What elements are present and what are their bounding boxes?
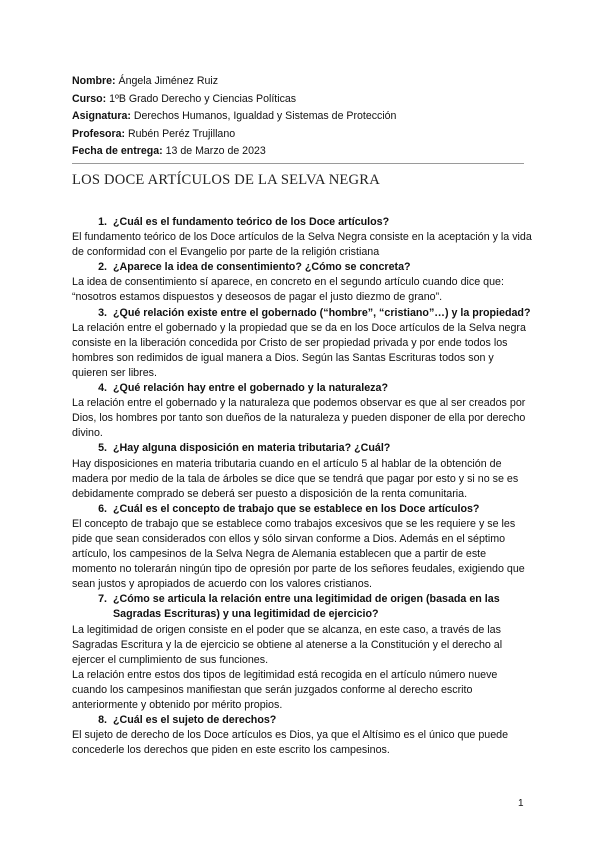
page-number: 1: [518, 798, 524, 809]
question-text: ¿Cuál es el concepto de trabajo que se establece en los Doce artículos?: [113, 502, 480, 515]
question-heading: [72, 441, 532, 456]
question-number: 8.: [98, 714, 107, 727]
question-text: ¿Cuál es el fundamento teórico de los Doce artículos?: [113, 216, 390, 228]
answer-paragraph: Hay disposiciones en materia tributaria cuando en el artículo 5 al hablar de la obtención de madera por medio de la tala de árboles se dice que se tendrá que pagar por esto y si no se es debidamente comprado se deberá ser puesto a disposición de la renta comunitaria.: [72, 457, 519, 500]
answer-paragraph: La relación entre estos dos tipos de legitimidad está recogida en el artículo número nueve cuando los campesinos manifiestan que serán juzgados conforme al derecho escrito anteriormente y obtenido por mérito propios.: [72, 668, 498, 711]
question-heading: [72, 381, 532, 396]
question-number: 5.: [98, 442, 107, 455]
header-divider: [72, 163, 524, 164]
question-heading: [72, 713, 532, 728]
question-text: ¿Qué relación existe entre el gobernado (“hombre”, “cristiano”…) y la propiedad?: [113, 306, 531, 319]
nombre-line: Nombre: Ángela Jiménez Ruiz: [72, 75, 219, 87]
document-header: [72, 73, 396, 161]
answer-paragraph: La legitimidad de origen consiste en el poder que se alcanza, en este caso, a través de las Sagradas Escritura y la de ejercicio se obtiene al atenerse a la Constitución y el derecho al ejercer el cumplimiento de sus funciones.: [72, 623, 503, 666]
question-number: 6.: [98, 502, 107, 515]
question-heading: [72, 502, 532, 517]
question-number: 1.: [98, 216, 107, 228]
question-number: 7.: [98, 593, 107, 606]
answer-paragraph: El concepto de trabajo que se establece como trabajos excesivos que se les requiere y se les pide que sean considerados con ellos y sólo sirvan conforme a Dios. Además en el séptimo artículo, los campesinos de la Selva Negra de Alemania establecen que a partir de este momento no tolerarán ningún tipo de opresión por parte de los señores feudales, exigiendo que sean justos y apropiados de acuerdo con los valores cristianos.: [72, 517, 525, 591]
question-text: ¿Cuál es el sujeto de derechos?: [113, 714, 277, 727]
answer-paragraph: La relación entre el gobernado y la propiedad que se da en los Doce artículos de la Selva negra consiste en la liberación concedida por Cristo de ser propiedad privada y por ende todos los hombres son redimidos de igual manera a Dios. Según las Santas Escrituras todos son y quieren ser libres.: [72, 321, 526, 379]
question-heading: [72, 592, 532, 622]
answer-paragraph: La idea de consentimiento sí aparece, en concreto en el segundo artículo cuando dice que: “nosotros estamos dispuestos y deseosos de pagar el justo diezmo de grano”.: [72, 276, 504, 304]
questions-section: [72, 215, 532, 758]
answer-paragraph: El sujeto de derecho de los Doce artículos es Dios, ya que el Altísimo es el único que puede concederle los derechos que piden en este escrito los campesinos.: [72, 729, 509, 757]
question-heading: [72, 306, 532, 321]
question-number: 4.: [98, 382, 107, 395]
asignatura-line: Asignatura: Derechos Humanos, Igualdad y Sistemas de Protección: [72, 110, 397, 122]
answer-paragraph: La relación entre el gobernado y la naturaleza que podemos observar es que al ser creados por Dios, los hombres por tanto son dueños de la naturaleza y pueden disponer de ella por derecho divino.: [72, 397, 526, 440]
question-text: ¿Cómo se articula la relación entre una legitimidad de origen (basada en las Sagradas Escrituras) y una legitimidad de ejercicio?: [113, 593, 500, 621]
question-heading: [72, 215, 532, 230]
question-number: 2.: [98, 261, 107, 274]
question-text: ¿Aparece la idea de consentimiento? ¿Cómo se concreta?: [113, 261, 411, 274]
fecha-line: Fecha de entrega: 13 de Marzo de 2023: [72, 145, 266, 157]
answer-paragraph: El fundamento teórico de los Doce artículos de la Selva Negra consiste en la aceptación y la vida de conformidad con el Evangelio por parte de la religión cristiana: [72, 231, 532, 259]
document-title: LOS DOCE ARTÍCULOS DE LA SELVA NEGRA: [72, 172, 380, 188]
curso-line: Curso: 1ºB Grado Derecho y Ciencias Políticas: [72, 92, 297, 105]
question-text: ¿Hay alguna disposición en materia tributaria? ¿Cuál?: [113, 442, 391, 455]
profesora-line: Profesora: Rubén Peréz Trujillano: [72, 127, 236, 140]
question-heading: [72, 260, 532, 275]
question-text: ¿Qué relación hay entre el gobernado y la naturaleza?: [113, 382, 388, 395]
question-number: 3.: [98, 306, 107, 319]
